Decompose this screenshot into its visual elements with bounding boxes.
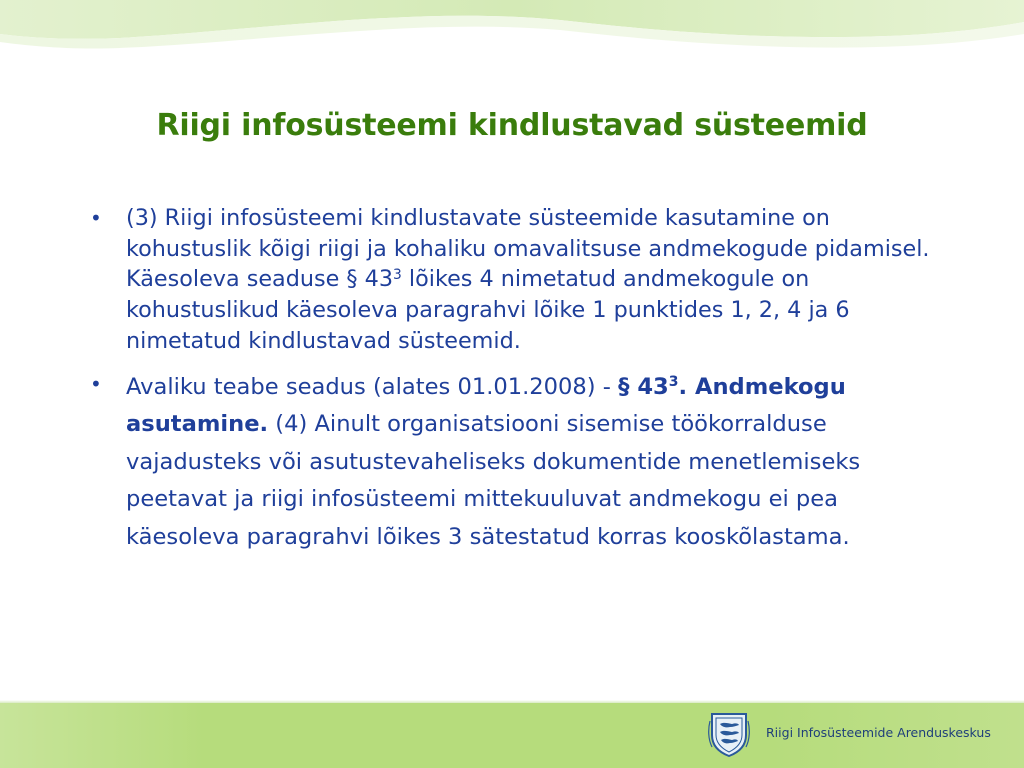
bullet-marker: •	[90, 371, 102, 396]
estonian-coat-of-arms-icon	[708, 711, 750, 757]
bullet-text-part: lõikes 4 nimetatud andmekogule on kohustuslikud käesoleva paragrahvi lõike 1 punktides 1, 2, 4 ja 6 nimetatud kindlustavad süsteemid.	[126, 266, 850, 354]
bullet-text	[126, 205, 930, 354]
bullet-list	[84, 203, 954, 568]
bullet-text-part: Avaliku teabe seadus (alates 01.01.2008) -	[126, 373, 619, 400]
law-section-title: . Andmekogu asutamine.	[126, 373, 846, 438]
slide-title: Riigi infosüsteemi kindlustavad süsteemid	[156, 108, 868, 143]
law-section-ref: § 43	[618, 373, 669, 400]
superscript: 3	[668, 373, 679, 390]
bullet-marker: •	[90, 206, 102, 230]
bullet-item	[84, 369, 954, 557]
organization-name: Riigi Infosüsteemide Arenduskeskus	[766, 725, 991, 740]
superscript: 3	[393, 266, 402, 283]
top-decorative-wave	[0, 0, 1024, 60]
bullet-text-part: (3) Riigi infosüsteemi kindlustavate süsteemide kasutamine on kohustuslik kõigi riigi ja kohaliku omavalitsuse andmekogude pidamisel. Käesoleva seaduse § 43	[126, 205, 930, 293]
bullet-text-part: (4) Ainult organisatsiooni sisemise töökorralduse vajadusteks või asutustevaheliseks dokumentide menetlemiseks peetavat ja riigi infosüsteemi mittekuuluvat andmekogu ei pea käesoleva paragrahvi lõikes 3 sätestatud korras kooskõlastama.	[126, 411, 861, 550]
bullet-item	[84, 203, 954, 357]
bullet-text	[126, 374, 860, 550]
